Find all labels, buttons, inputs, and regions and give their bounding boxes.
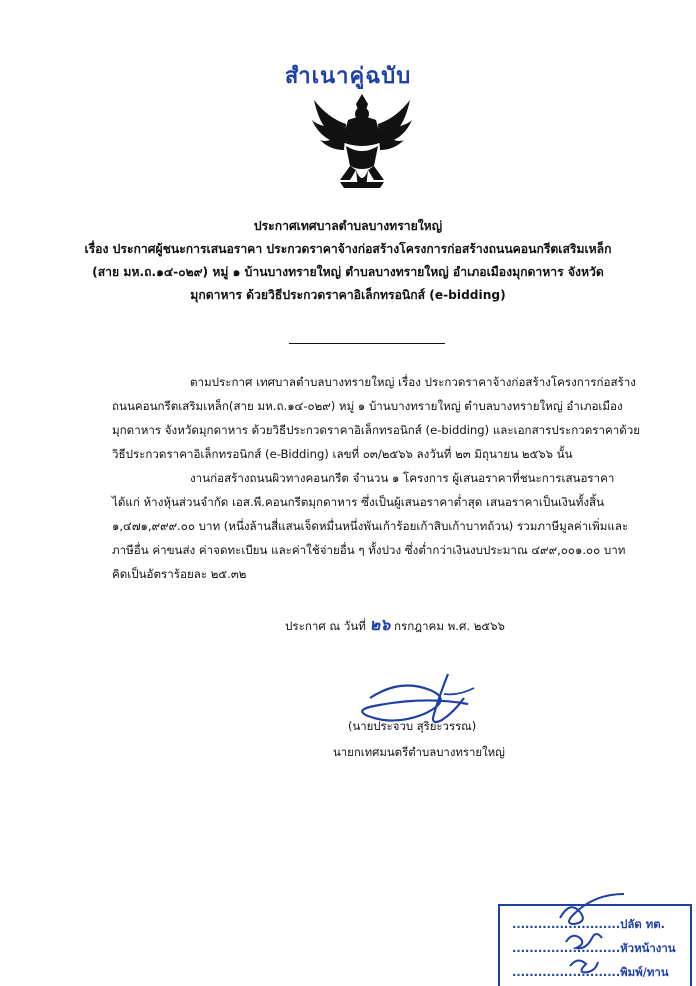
paragraph-1-line-3: มุกดาหาร จังหวัดมุกดาหาร ด้วยวิธีประกวดราคาอิเล็กทรอนิกส์ (e-bidding) และเอกสารประกวดราคาด้วย <box>112 423 641 437</box>
date-prefix: ประกาศ ณ วันที่ <box>285 619 366 633</box>
copy-stamp: สำเนาคู่ฉบับ <box>284 63 412 89</box>
heading-line-3: (สาย มห.ถ.๑๔-๐๒๙) หมู่ ๑ บ้านบางทรายใหญ่ ตำบลบางทรายใหญ่ อำเภอเมืองมุกดาหาร จังหวัด <box>92 265 604 279</box>
heading-line-1: ประกาศเทศบาลตำบลบางทรายใหญ่ <box>253 219 443 233</box>
paragraph-1-line-1: ตามประกาศ เทศบาลตำบลบางทรายใหญ่ เรื่อง ประกวดราคาจ้างก่อสร้างโครงการก่อสร้าง <box>190 375 636 389</box>
initials-icon <box>556 892 636 984</box>
paragraph-2-line-2: ได้แก่ ห้างหุ้นส่วนจำกัด เอส.พี.คอนกรีตมุกดาหาร ซึ่งเป็นผู้เสนอราคาต่ำสุด เสนอราคาเป็นเงินทั้งสิ้น <box>112 495 605 509</box>
routing-row-1: .........................ปลัด ทต. <box>512 917 665 931</box>
paragraph-2-line-5: คิดเป็นอัตราร้อยละ ๒๕.๓๒ <box>112 567 247 581</box>
date-suffix: กรกฎาคม พ.ศ. ๒๕๖๖ <box>394 619 505 633</box>
paragraph-2-line-1: งานก่อสร้างถนนผิวทางคอนกรีต จำนวน ๑ โครงการ ผู้เสนอราคาที่ชนะการเสนอราคา <box>190 471 615 485</box>
date-day-handwritten: ๒๖ <box>369 615 391 634</box>
heading-divider <box>289 343 445 344</box>
paragraph-2-line-3: ๑,๔๗๑,๙๙๙.๐๐ บาท (หนึ่งล้านสี่แสนเจ็ดหมื่นหนึ่งพันเก้าร้อยเก้าสิบเก้าบาทถ้วน) รวมภาษีมูลค่าเพิ่มและ <box>112 519 629 533</box>
paragraph-2-line-4: ภาษีอื่น ค่าขนส่ง ค่าจดทะเบียน และค่าใช้จ่ายอื่น ๆ ทั้งปวง ซึ่งต่ำกว่าเงินงบประมาณ ๔๙๙,๐๐๑.๐๐ บาท <box>112 543 626 557</box>
heading-line-2: เรื่อง ประกาศผู้ชนะการเสนอราคา ประกวดราคาจ้างก่อสร้างโครงการก่อสร้างถนนคอนกรีตเสริมเหล็ก <box>84 242 612 256</box>
signatory-name: (นายประจวบ สุริยะวรรณ) <box>348 719 477 733</box>
heading-line-4: มุกดาหาร ด้วยวิธีประกวดราคาอิเล็กทรอนิกส์ (e-bidding) <box>190 288 506 302</box>
paragraph-1-line-2: ถนนคอนกรีตเสริมเหล็ก(สาย มห.ถ.๑๔-๐๒๙) หมู่ ๑ บ้านบางทรายใหญ่ ตำบลบางทรายใหญ่ อำเภอเมือง <box>112 399 623 413</box>
signatory-position: นายกเทศมนตรีตำบลบางทรายใหญ่ <box>333 745 505 759</box>
routing-row-3: .........................พิมพ์/ทาน <box>512 965 669 979</box>
announcement-date <box>285 613 505 638</box>
paragraph-1-line-4: วิธีประกวดราคาอิเล็กทรอนิกส์ (e-Bidding) เลขที่ ๐๓/๒๕๖๖ ลงวันที่ ๒๓ มิถุนายน ๒๕๖๖ นั้น <box>112 447 573 461</box>
routing-stamp <box>498 904 692 986</box>
garuda-emblem-icon <box>310 90 414 194</box>
routing-row-2: .........................หัวหน้างาน <box>512 941 676 955</box>
